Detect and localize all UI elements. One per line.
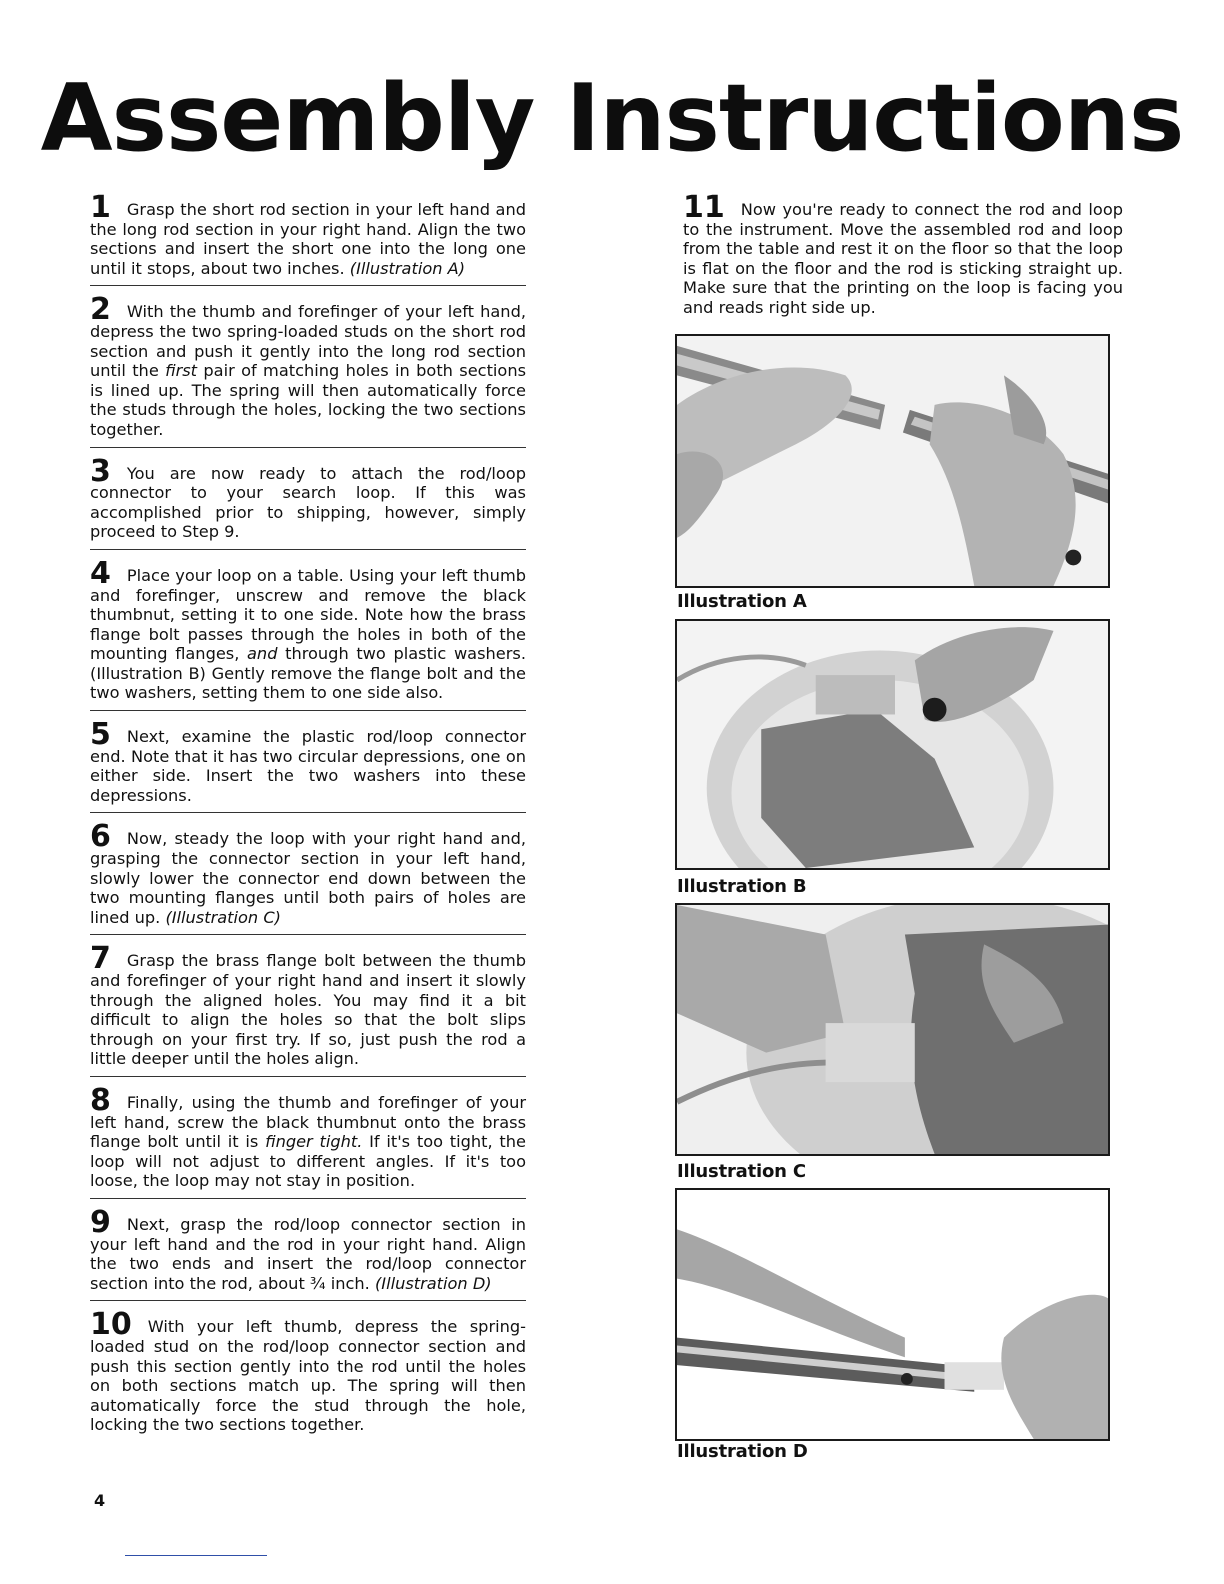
step-number: 8	[90, 1082, 111, 1118]
steps-column	[90, 190, 527, 1456]
illustration-b-photo	[675, 619, 1110, 870]
illustration-c-caption: Illustration C	[677, 1161, 806, 1182]
step-number: 4	[90, 555, 111, 591]
page-title: Assembly Instructions	[40, 64, 1184, 172]
step-9: 9 Next, grasp the rod/loop connector section in your left hand and the rod in your right hand. Align the two ends and insert the rod/loop connector section into the rod, about ¾ inch. (Illustration D)	[90, 1213, 526, 1301]
step-2: 2 With the thumb and forefinger of your left hand, depress the two spring-loaded studs on the short rod section and push it gently into the long rod section until the first pair of matching holes in both sections is lined up. The spring will then automatically force the studs through the holes, locking the two sections together.	[90, 300, 526, 447]
step-4: 4 Place your loop on a table. Using your left thumb and forefinger, unscrew and remove the black thumbnut, setting it to one side. Note how the brass flange bolt passes through the holes in both of the mounting flanges, and through two plastic washers. (Illustration B) Gently remove the flange bolt and the two washers, setting them to one side also.	[90, 564, 526, 711]
illustration-b-caption: Illustration B	[677, 876, 807, 897]
step-11: 11 Now you're ready to connect the rod and loop to the instrument. Move the assembled rod and loop from the table and rest it on the floor so that the loop is flat on the floor and the rod is sticking straight up. Make sure that the printing on the loop is facing you and reads right side up.	[683, 190, 1123, 317]
step-5: 5 Next, examine the plastic rod/loop connector end. Note that it has two circular depressions, one on either side. Insert the two washers into these depressions.	[90, 725, 526, 813]
step-number: 1	[90, 190, 111, 225]
illustration-a-photo	[675, 334, 1110, 588]
step-number: 5	[90, 717, 111, 753]
illustration-a-caption: Illustration A	[677, 591, 807, 612]
step-8: 8 Finally, using the thumb and forefinger of your left hand, screw the black thumbnut onto the brass flange bolt until it is finger tight. If it's too tight, the loop will not adjust to different angles. If it's too loose, the loop may not stay in position.	[90, 1091, 526, 1199]
step-6: 6 Now, steady the loop with your right hand and, grasping the connector section in your left hand, slowly lower the connector end down between the two mounting flanges until both pairs of holes are lined up. (Illustration C)	[90, 827, 526, 935]
illustration-d-caption: Illustration D	[677, 1441, 808, 1462]
step-10: 10 With your left thumb, depress the spring-loaded stud on the rod/loop connector section and push this section gently into the rod until the holes on both sections match up. The spring will then automatically force the stud through the hole, locking the two sections together.	[90, 1307, 526, 1435]
step-number: 10	[90, 1307, 132, 1343]
step-7: 7 Grasp the brass flange bolt between the thumb and forefinger of your right hand and insert it slowly through the aligned holes. You may find it a bit difficult to align the holes so that the bolt slips through on your first try. If so, just push the rod a little deeper until the holes align.	[90, 949, 526, 1077]
illustration-d-photo	[675, 1188, 1110, 1441]
footer-rule	[125, 1555, 267, 1556]
step-number: 11	[683, 190, 725, 225]
step-number: 9	[90, 1204, 111, 1240]
page-number: 4	[94, 1491, 106, 1510]
step-number: 2	[90, 292, 111, 328]
step-number: 3	[90, 453, 111, 489]
step-3: 3 You are now ready to attach the rod/loop connector to your search loop. If this was accomplished prior to shipping, however, simply proceed to Step 9.	[90, 462, 526, 550]
step-number: 6	[90, 819, 111, 855]
step-1: 1 Grasp the short rod section in your left hand and the long rod section in your right hand. Align the two sections and insert the short one into the long one until it stops, about two inches. (Illustration A)	[90, 198, 526, 286]
illustration-c-photo	[675, 903, 1110, 1156]
step-number: 7	[90, 941, 111, 977]
right-column	[683, 190, 1123, 318]
